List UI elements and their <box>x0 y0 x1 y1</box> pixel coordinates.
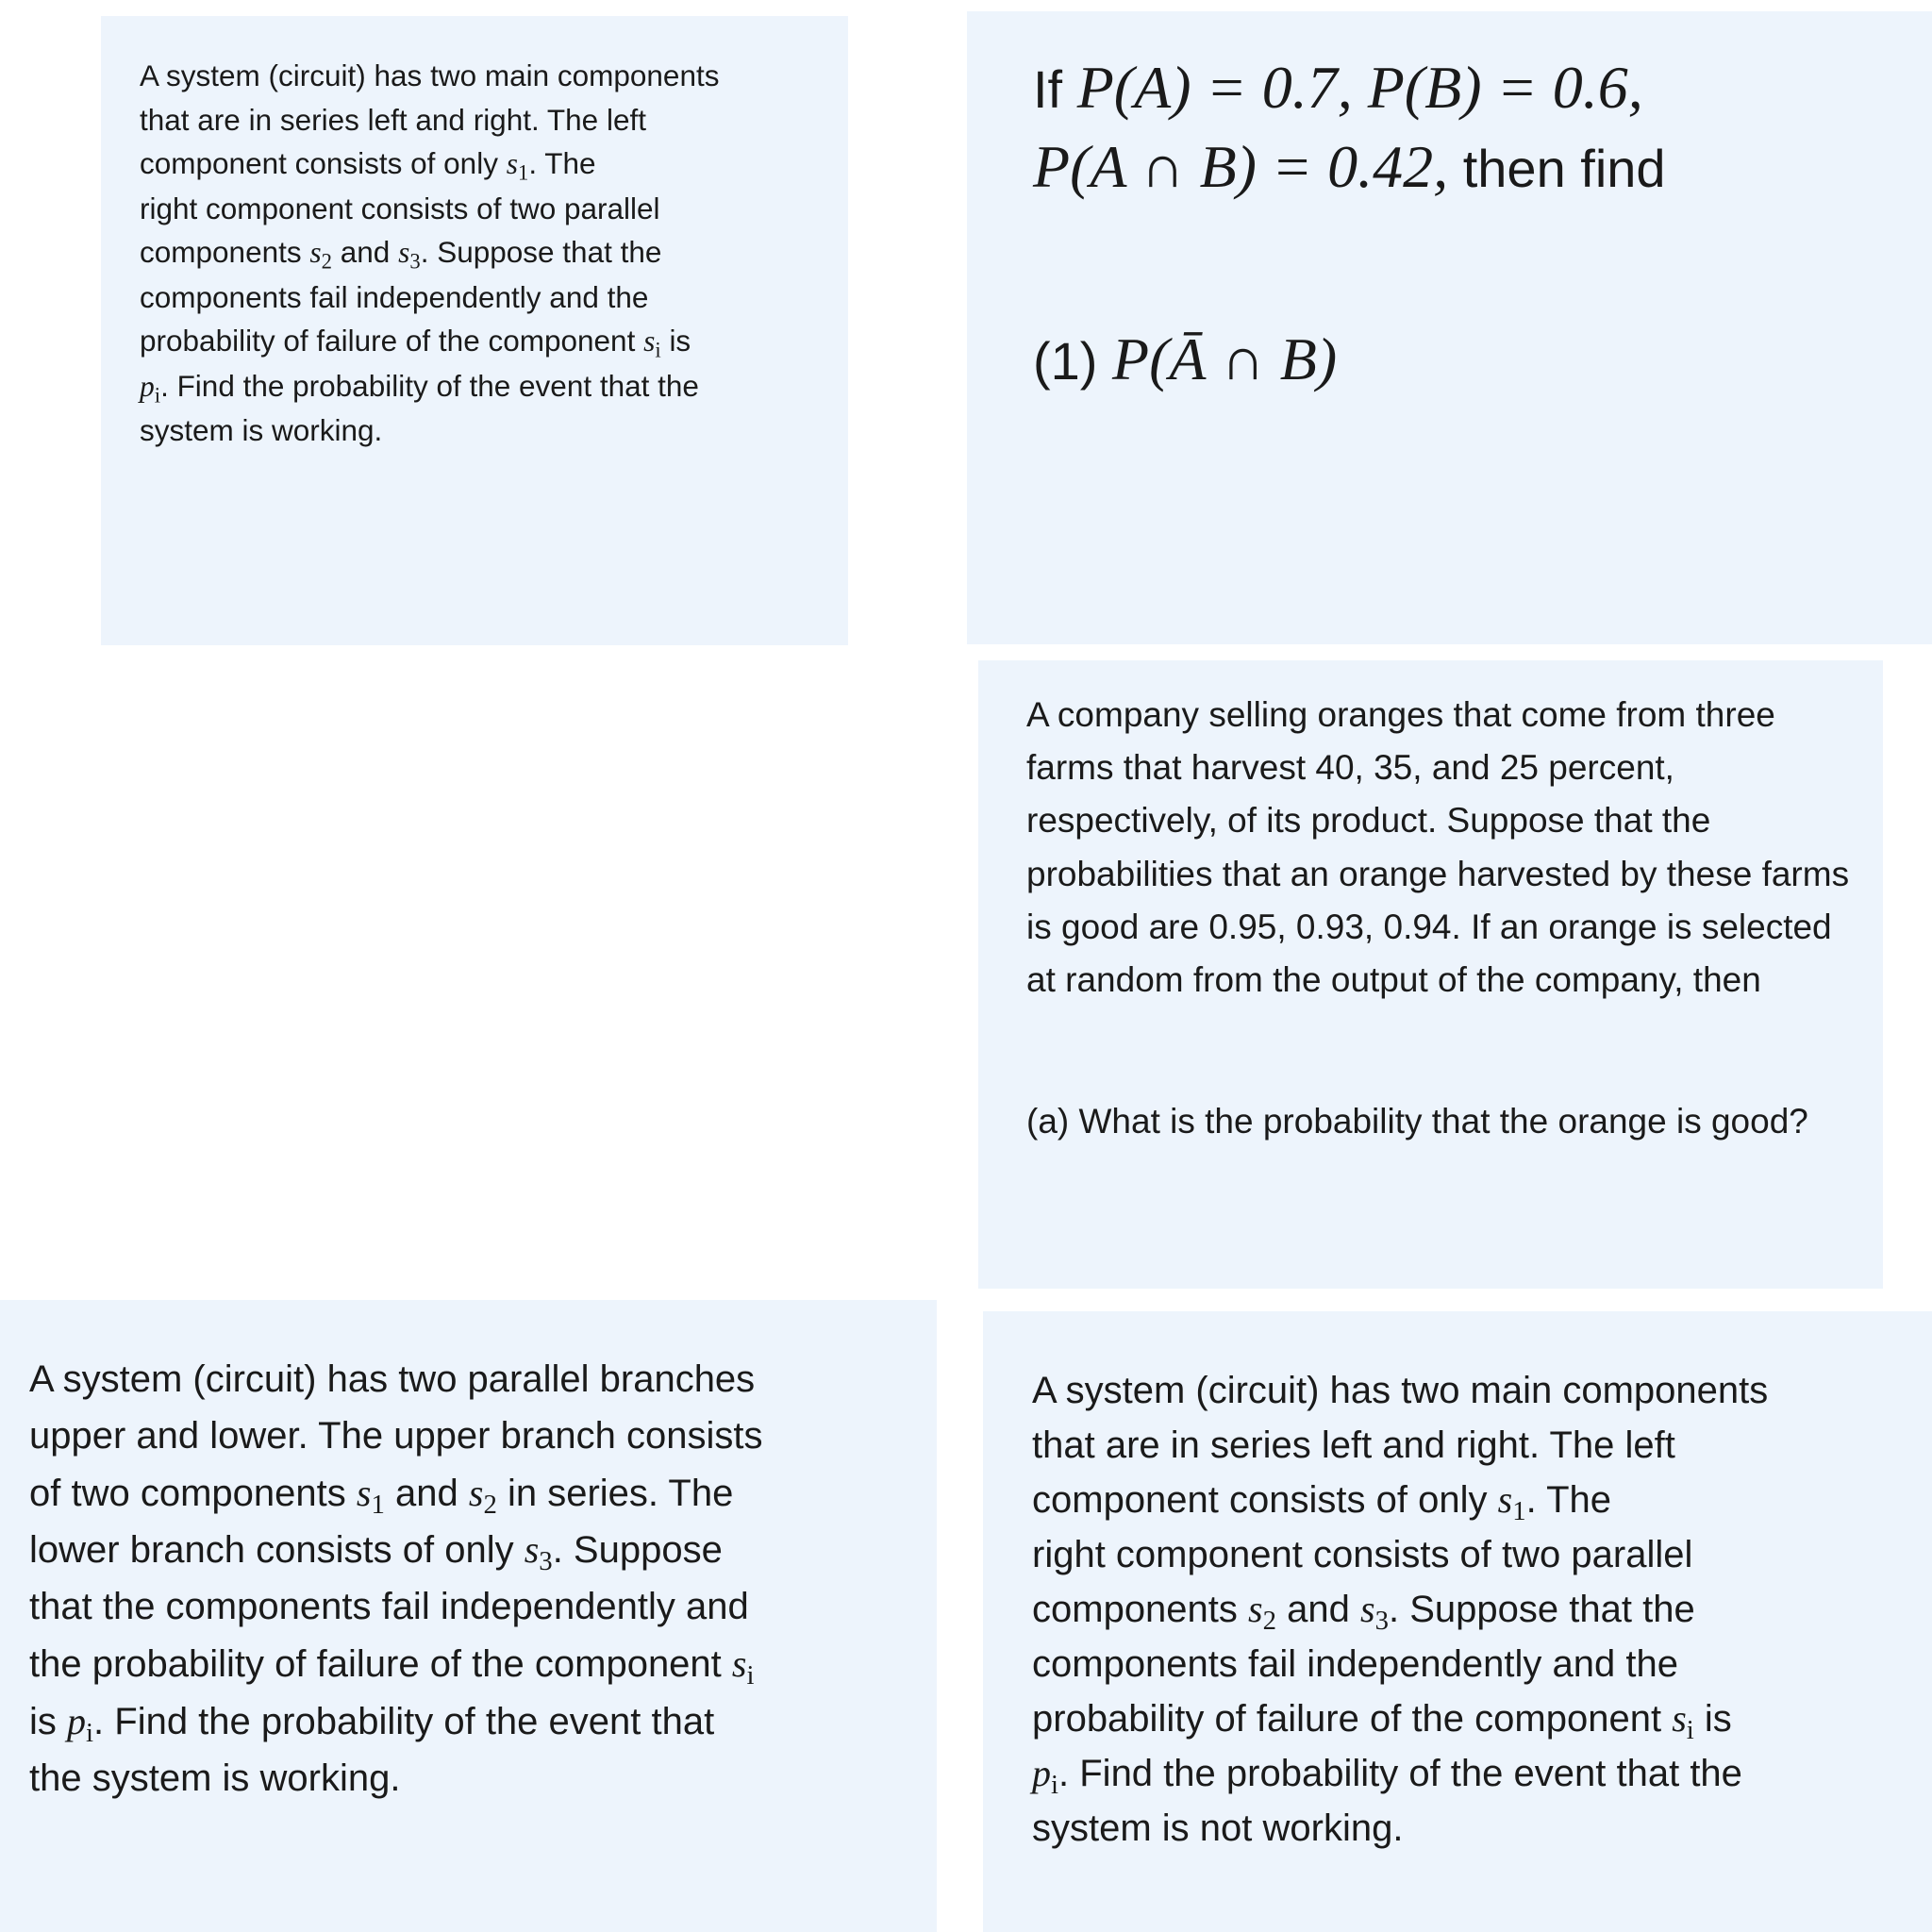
text-line: that the components fail independently and <box>29 1586 749 1628</box>
text-line: and <box>340 235 391 269</box>
problem-question-a: (a) What is the probability that the orange is good? <box>1026 1102 1808 1141</box>
text-line: in series. The <box>507 1472 734 1514</box>
text-line: that are in series left and right. The left <box>1032 1424 1675 1466</box>
symbol-s1: $s_1$ <box>506 147 529 185</box>
text-line: . The <box>1525 1479 1612 1521</box>
text-line: is <box>29 1700 57 1742</box>
part-label: (1) <box>1033 331 1098 391</box>
text-line: the system is working. <box>29 1757 401 1799</box>
text-if: If <box>1033 59 1063 119</box>
text-line: A system (circuit) has two main components <box>1032 1370 1769 1411</box>
text-line: . Suppose <box>552 1529 723 1572</box>
problem-card-probability-events <box>967 11 1932 644</box>
problem-card-series-parallel-not-working <box>983 1311 1932 1932</box>
symbol-s2: $s_2$ <box>1248 1588 1277 1637</box>
symbol-s3: $s_3$ <box>524 1528 553 1577</box>
text-line: . Suppose that the <box>1389 1589 1695 1630</box>
text-then-find: then find <box>1462 139 1666 198</box>
text-line: of two components <box>29 1472 346 1514</box>
text-line: component consists of only <box>140 146 498 180</box>
symbol-s3: $s_3$ <box>1360 1588 1390 1637</box>
symbol-si: $s_i$ <box>1672 1697 1694 1746</box>
problem-text <box>140 54 810 453</box>
problem-card-series-parallel <box>101 16 848 645</box>
equation-given-2: P(A ∩ B) = 0.42, <box>1033 133 1449 200</box>
text-line: that are in series left and right. The left <box>140 102 646 137</box>
symbol-pi: $p_i$ <box>1032 1752 1059 1801</box>
part-expression: P(Ā ∩ B) <box>1112 325 1338 392</box>
symbol-s3: $s_3$ <box>398 236 421 274</box>
problem-given <box>1033 49 1913 208</box>
text-line: . Suppose that the <box>420 235 662 269</box>
text-line: and <box>1287 1589 1350 1630</box>
text-line: right component consists of two parallel <box>140 191 660 225</box>
text-line: system is not working. <box>1032 1807 1404 1849</box>
symbol-si: $s_i$ <box>643 325 661 362</box>
text-line: . Find the probability of the event that <box>93 1700 715 1742</box>
text-line: probability of failure of the component <box>1032 1698 1662 1740</box>
symbol-s1: $s_1$ <box>1497 1478 1526 1527</box>
text-line: the probability of failure of the component <box>29 1642 722 1685</box>
problem-text <box>1032 1363 1913 1856</box>
text-line: system is working. <box>140 413 383 447</box>
symbol-si: $s_i$ <box>731 1641 755 1691</box>
text-line: . Find the probability of the event that the <box>1058 1753 1742 1794</box>
text-line: . Find the probability of the event that the <box>160 368 699 403</box>
text-line: and <box>394 1472 458 1514</box>
problem-part-1 <box>1033 321 1913 400</box>
text-line: A system (circuit) has two main components <box>140 58 720 92</box>
symbol-pi: $p_i$ <box>67 1699 94 1748</box>
problem-text <box>29 1352 918 1807</box>
text-line: A system (circuit) has two parallel branches <box>29 1358 756 1400</box>
text-line: . The <box>528 146 596 180</box>
symbol-pi: $p_i$ <box>140 369 161 407</box>
symbol-s2: $s_2$ <box>309 236 332 274</box>
text-line: components <box>1032 1589 1238 1630</box>
symbol-s1: $s_1$ <box>356 1471 385 1520</box>
equation-given-1: P(A) = 0.7, P(B) = 0.6, <box>1076 54 1643 121</box>
text-line: lower branch consists of only <box>29 1529 514 1572</box>
text-line: is <box>1704 1698 1732 1740</box>
text-line: right component consists of two parallel <box>1032 1534 1693 1575</box>
text-line: upper and lower. The upper branch consists <box>29 1414 763 1457</box>
text-line: component consists of only <box>1032 1479 1488 1521</box>
problem-card-oranges <box>978 660 1883 1289</box>
symbol-s2: $s_2$ <box>468 1471 497 1520</box>
text-line: components fail independently and the <box>1032 1643 1678 1685</box>
problem-text: A company selling oranges that come from three farms that harvest 40, 35, and 25 percent, respectively, of its product. Suppose that the probabilities that an orange harvested by these farms is good are 0.95, 0.93, 0.94. If an orange is selected at random from the output of the company, then <box>1026 695 1850 1000</box>
text-line: components <box>140 235 302 269</box>
text-line: probability of failure of the component <box>140 324 636 358</box>
text-line: is <box>669 324 691 358</box>
problem-card-parallel-branches <box>0 1300 937 1932</box>
text-line: components fail independently and the <box>140 279 649 314</box>
